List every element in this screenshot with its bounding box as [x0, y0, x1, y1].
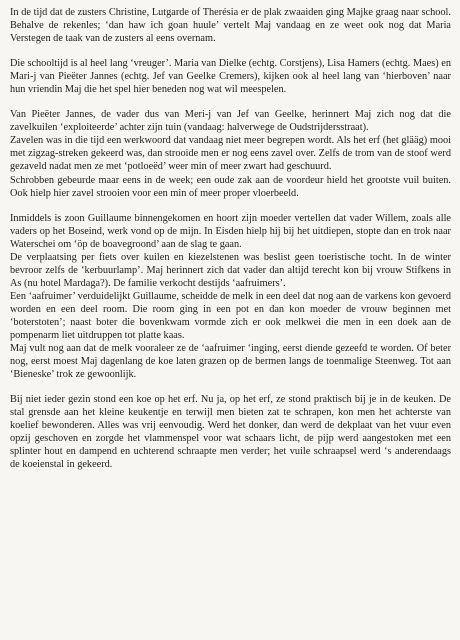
paragraph-schooltijd: Die schooltijd is al heel lang ‘vreuger’. Maria van Dielke (echtg. Corstjens), Lisa Hamers (echtg. Maes) en Mari-j van Pieëter Jannes (echtg. Jef van Geelke Cremers), kijken ook al heel lang van ‘hierboven’ naar hun vriendin Maj die het spel hier beneden nog wat wil meespelen. — [10, 58, 451, 96]
paragraph-zavelen: Zavelen was in die tijd een werkwoord dat vandaag niet meer begrepen wordt. Als het erf (het glääg) mooi met zigzag-streken gekeerd was, dan strooide men er nog eens zavel over. Zelfs de trom van de stoof werd gezaveld nadat men ze met ‘potloeëd’ weer min of meer zwart had geschuurd. — [10, 135, 451, 173]
paragraph-melk: Maj vult nog aan dat de melk vooraleer ze de ‘aafruimer ‘inging, eerst diende gezeefd te worden. Of beter nog, eerst moest Maj dagenlang de koe laten grazen op de bermen langs de toenmalige Steenweg. Tot aan ‘Bieneske’ trok ze gewoonlijk. — [10, 343, 451, 381]
paragraph-guillaume: Inmiddels is zoon Guillaume binnengekomen en hoort zijn moeder vertellen dat vader Willem, zoals alle vaders op het Boseind, werk vond op de mijn. In Eisden hielp hij bij het uitdiepen, stopte dan en trok naar Waterschei om ‘öp de boavegroond’ aan de slag te gaan. — [10, 212, 451, 250]
paragraph-aafruimer: Een ‘aafruimer’ verduidelijkt Guillaume, scheidde de melk in een deel dat nog aan de varkens kon gevoerd worden en een deel room. Die room ging in een pot en dan kon moeder de vrouw beginnen met ‘boterstoten’; naast boter die bovenkwam vormde zich er ook melkwei die men in een doek aan de pompenarm liet uitdruppen tot platte kaas. — [10, 290, 451, 342]
paragraph-koe: Bij niet ieder gezin stond een koe op het erf. Nu ja, op het erf, ze stond praktisch bij je in de keuken. De stal grensde aan het kleine keukentje en terwijl men bieten zat te schrapen, kon men het achterste van koelief bewonderen. Alles was vrij eenvoudig. Werd het donker, dan werd de dekplaat van het vuur even opzij geschoven en zorgde het vlammenspel voor wat schaars licht, de pijp werd aangestoken met een splinter hout en dampend en uchterend schraapte men verder; het vuile schraapsel werd ‘s anderendaags de koeienstal in gekeerd. — [10, 394, 451, 471]
paragraph-schrobben: Schrobben gebeurde maar eens in de week; een oude zak aan de voordeur hield het grootste vuil buiten. Ook hielp hier zavel strooien voor een min of meer proper vloerbeeld. — [10, 174, 451, 199]
paragraph-verplaatsing: De verplaatsing per fiets over kuilen en kiezelstenen was beslist geen toeristische tocht. In de winter bevroor zelfs de ‘kerbuurlamp’. Maj herinnert zich dat vader dan altijd terecht kon bij vrouw Stifkens in As (nu hotel Mardaga?). De familie verkocht destijds ‘aafruimers’. — [10, 251, 451, 289]
paragraph-school: In de tijd dat de zusters Christine, Lutgarde of Therésia er de plak zwaaiden ging Majke graag naar school. Behalve de rekenles; ‘dan haw ich goan huule’ vertelt Maj vandaag en ze weet ook nog dat Maria Verstegen de taak van de zusters al eens overnam. — [10, 7, 451, 45]
paragraph-zavelkuilen: Van Pieëter Jannes, de vader dus van Meri-j van Jef van Geelke, herinnert Maj zich nog dat die zavelkuilen ‘exploiteerde’ achter zijn tuin (vandaag: halverwege de Oudstrijdersstraat). — [10, 109, 451, 134]
